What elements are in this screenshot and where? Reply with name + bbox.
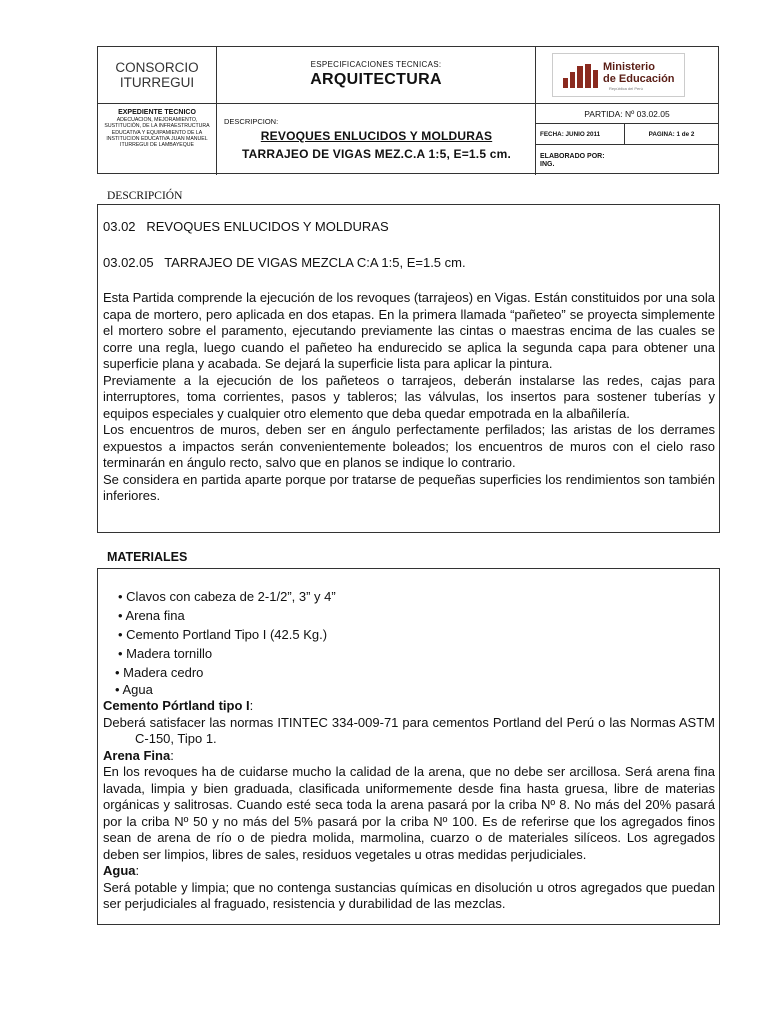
- elaborado-cell: [536, 145, 718, 175]
- list-item: • Madera cedro: [115, 665, 204, 680]
- descripcion-paragraph-1: Esta Partida comprende la ejecución de los revoques (tarrajeos) en Vigas. Están constituidos por una sola capa de mortero, pero aplicada en dos etapas. En la primera llamada “pañeteo” se proyecta simplemente el mortero sobre el paramento, ejecutando previamente las cintas o maestras encima de las cuales se corre una regla, luego cuando el pañeteo ha endurecido se aplica la segunda capa para obtener una superficie plana y acabada. Se dejará la superficie lista para aplicar la pintura.: [103, 290, 715, 371]
- agua-heading: Agua:: [103, 863, 140, 878]
- expediente-description: ADECUACION, MEJORAMIENTO, SUSTITUCIÓN, DE LA INFRAESTRUCTURA EDUCATIVA Y EQUIPAMIENTO DE LA INSTITUCION EDUCATIVA JUAN MANUEL ITURREGUI DE LAMBAYEQUE: [104, 117, 210, 149]
- expediente-cell: [98, 104, 217, 175]
- elaborado-label: ELABORADO POR:: [540, 153, 605, 160]
- descripcion-paragraph-2: Previamente a la ejecución de los pañeteos o tarrajeos, deberán instalarse las redes, cajas para interruptores, toma corrientes, pasos y tableros; las válvulas, los insertos para sostener tuberías y equipos especiales y cualquier otro elemento que deba quedar empotrada en la albañilería.: [103, 372, 715, 421]
- descripcion-title: REVOQUES ENLUCIDOS Y MOLDURAS: [260, 129, 493, 143]
- materials-list: [103, 587, 715, 698]
- logo-bars-icon: [563, 64, 603, 88]
- materiales-section-title: MATERIALES: [107, 550, 188, 564]
- section-heading-030205: 03.02.05 TARRAJEO DE VIGAS MEZCLA C:A 1:5, E=1.5 cm.: [103, 254, 466, 270]
- list-item: • Clavos con cabeza de 2-1/2”, 3” y 4”: [118, 589, 336, 604]
- spec-title: ARQUITECTURA: [310, 71, 442, 88]
- logo-cell: [536, 47, 718, 104]
- cemento-text: Deberá satisfacer las normas ITINTEC 334-009-71 para cementos Portland del Perú o las Normas ASTM C-150, Tipo 1.: [103, 714, 715, 746]
- cemento-heading: Cemento Pórtland tipo I:: [103, 698, 254, 713]
- partida-number: PARTIDA: Nº 03.02.05: [536, 104, 718, 124]
- list-item: • Cemento Portland Tipo I (42.5 Kg.): [118, 627, 328, 642]
- agua-text: Será potable y limpia; que no contenga sustancias químicas en disolución u otros agregados que puedan ser perjudiciales al fraguado, resistencia y durabilidad de las mezclas.: [103, 879, 715, 911]
- consorcio-cell: [98, 47, 217, 104]
- ministerio-logo: [552, 53, 685, 97]
- fecha-cell: FECHA: JUNIO 2011: [536, 124, 625, 145]
- consorcio-name-line2: ITURREGUI: [119, 75, 195, 90]
- ing-label: ING.: [540, 161, 555, 168]
- logo-text: Ministerio de Educación: [603, 61, 675, 85]
- list-item: • Agua: [115, 682, 153, 697]
- descripcion-subtitle: TARRAJEO DE VIGAS MEZ.C.A 1:5, E=1.5 cm.: [241, 147, 512, 161]
- arena-heading: Arena Fina:: [103, 747, 174, 763]
- document-header: [97, 46, 719, 174]
- specifications-cell: [217, 47, 536, 104]
- materiales-box: [97, 568, 720, 925]
- expediente-title: EXPEDIENTE TECNICO: [118, 109, 196, 116]
- spec-label: ESPECIFICACIONES TECNICAS:: [310, 60, 442, 69]
- descripcion-section-title: DESCRIPCIÓN: [107, 190, 183, 202]
- descripcion-paragraph-3: Los encuentros de muros, deben ser en ángulo perfectamente perfilados; las aristas de los derrames expuestos a impactos serán convenientemente boleados; los encuentros de muros con el cielo raso terminarán en ángulo recto, salvo que en planos se indique lo contrario.: [103, 422, 715, 470]
- consorcio-name-line1: CONSORCIO: [115, 60, 199, 75]
- section-heading-0302: 03.02 REVOQUES ENLUCIDOS Y MOLDURAS: [103, 219, 389, 234]
- logo-subtitle: República del Perú: [609, 86, 643, 91]
- arena-text: En los revoques ha de cuidarse mucho la calidad de la arena, que no debe ser arcillosa. Será arena fina lavada, limpia y bien graduada, clasificada uniformemente desde fina hasta gruesa, libre de materias orgánicas y salitrosas. Cuando esté seca toda la arena pasará por la criba Nº 8. No más del 20% pasará por la criba Nº 50 y no más del 5% pasará por la criba Nº 100. Es de referirse que los agregados finos sean de arena de río o de piedra molida, marmolina, cuarzo o de materiales silíceos. Los agregados deben ser limpios, libres de sales, residuos vegetales u otras medidas perjudiciales.: [103, 764, 715, 862]
- list-item: • Arena fina: [118, 608, 185, 623]
- descripcion-cell: [217, 104, 536, 175]
- descripcion-label: DESCRIPCION:: [224, 117, 279, 126]
- descripcion-paragraph-4: Se considera en partida aparte porque por tratarse de pequeñas superficies los rendimientos son también inferiores.: [103, 471, 715, 503]
- list-item: • Madera tornillo: [118, 646, 213, 661]
- pagina-cell: PAGINA: 1 de 2: [625, 124, 718, 145]
- descripcion-box: [97, 204, 720, 533]
